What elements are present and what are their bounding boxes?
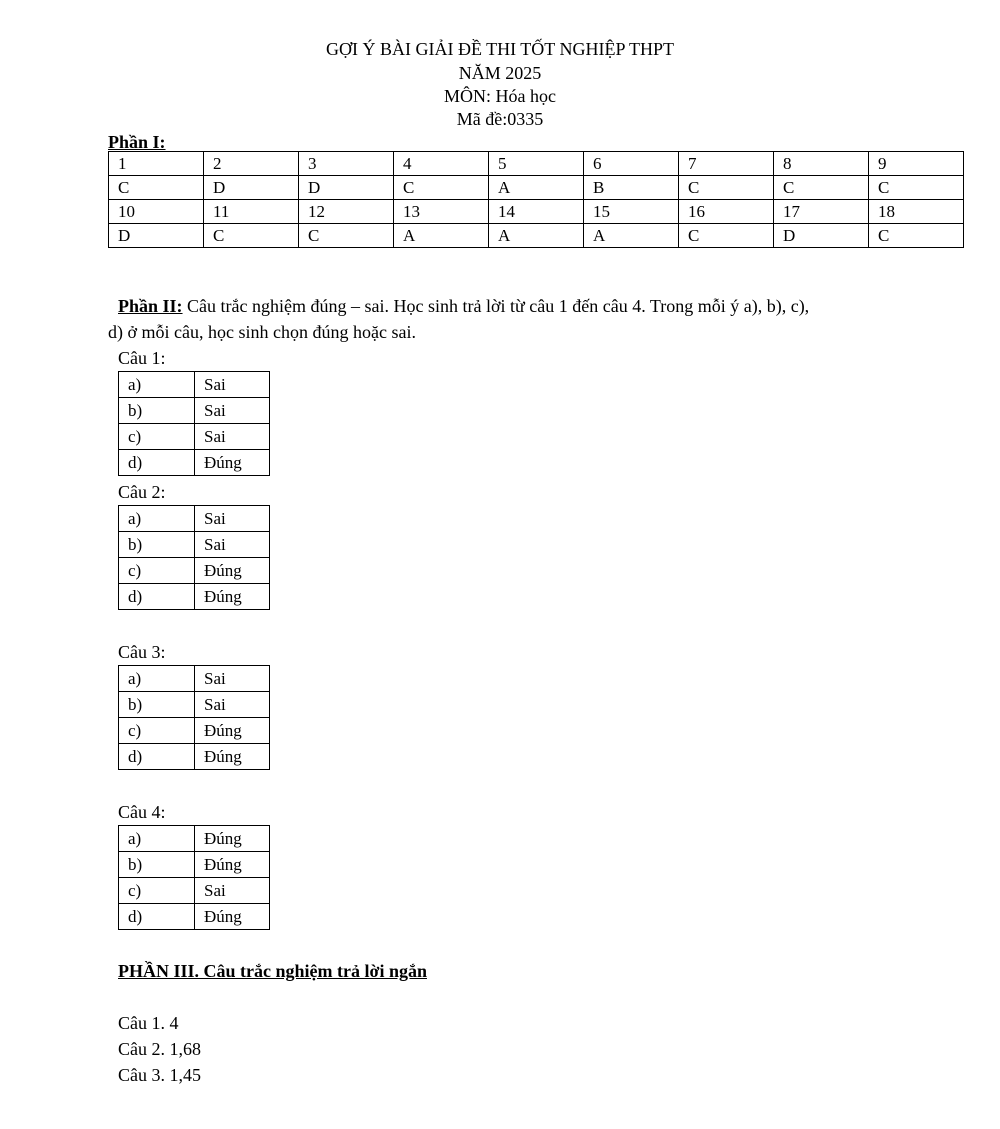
question-4-label: Câu 4: [118, 802, 166, 822]
option-answer: Sai [195, 424, 270, 450]
table-cell: 8 [774, 152, 869, 176]
table-cell: A [394, 224, 489, 248]
table-cell: C [869, 176, 964, 200]
doc-exam-code: Mã đề:0335 [456, 109, 544, 129]
table-row [119, 584, 270, 610]
option-answer: Sai [195, 506, 270, 532]
table-cell: 4 [394, 152, 489, 176]
part2-intro-line2: d) ở mỗi câu, học sinh chọn đúng hoặc sai. [108, 322, 416, 342]
question-2-table [118, 505, 270, 610]
doc-subject: MÔN: Hóa học [444, 86, 556, 106]
table-cell: D [204, 176, 299, 200]
table-cell: 3 [299, 152, 394, 176]
option-label: b) [119, 692, 195, 718]
table-row [119, 852, 270, 878]
option-label: c) [119, 718, 195, 744]
question-2-label: Câu 2: [118, 482, 166, 502]
doc-title-line1: GỢI Ý BÀI GIẢI ĐỀ THI TỐT NGHIỆP THPT [326, 39, 674, 59]
option-answer: Sai [195, 398, 270, 424]
table-cell: 10 [109, 200, 204, 224]
option-label: d) [119, 904, 195, 930]
table-cell: 14 [489, 200, 584, 224]
question-1-table [118, 371, 270, 476]
table-cell: C [774, 176, 869, 200]
table-cell: B [584, 176, 679, 200]
table-row [119, 666, 270, 692]
option-label: d) [119, 584, 195, 610]
question-4-table [118, 825, 270, 930]
table-cell: 11 [204, 200, 299, 224]
table-cell: C [679, 176, 774, 200]
option-answer: Sai [195, 532, 270, 558]
option-answer: Đúng [195, 450, 270, 476]
table-cell: 2 [204, 152, 299, 176]
table-row [119, 904, 270, 930]
part2-intro [118, 294, 809, 318]
table-row [109, 152, 964, 176]
option-label: b) [119, 532, 195, 558]
table-cell: A [489, 176, 584, 200]
table-row [119, 372, 270, 398]
option-label: c) [119, 878, 195, 904]
option-answer: Đúng [195, 584, 270, 610]
table-cell: 13 [394, 200, 489, 224]
table-cell: 9 [869, 152, 964, 176]
table-row [119, 826, 270, 852]
table-cell: D [299, 176, 394, 200]
table-cell: 17 [774, 200, 869, 224]
option-label: b) [119, 852, 195, 878]
table-row [109, 176, 964, 200]
table-cell: 6 [584, 152, 679, 176]
table-row [119, 692, 270, 718]
table-cell: C [869, 224, 964, 248]
option-label: a) [119, 666, 195, 692]
table-cell: A [584, 224, 679, 248]
table-cell: 18 [869, 200, 964, 224]
part2-title: Phần II: [118, 296, 183, 316]
option-answer: Đúng [195, 852, 270, 878]
table-row [119, 878, 270, 904]
part3-answer-1: Câu 1. 4 [118, 1013, 179, 1033]
question-1-label: Câu 1: [118, 348, 166, 368]
part3-title: PHẦN III. Câu trắc nghiệm trả lời ngắn [118, 961, 427, 981]
option-answer: Đúng [195, 744, 270, 770]
table-cell: C [679, 224, 774, 248]
table-cell: 1 [109, 152, 204, 176]
table-cell: D [109, 224, 204, 248]
option-answer: Sai [195, 372, 270, 398]
table-row [109, 200, 964, 224]
option-answer: Đúng [195, 558, 270, 584]
part3-answer-2: Câu 2. 1,68 [118, 1039, 201, 1059]
table-cell: A [489, 224, 584, 248]
table-row [119, 450, 270, 476]
table-row [119, 532, 270, 558]
table-cell: 15 [584, 200, 679, 224]
doc-title-year: NĂM 2025 [458, 63, 542, 83]
table-row [119, 744, 270, 770]
table-cell: C [109, 176, 204, 200]
option-answer: Sai [195, 692, 270, 718]
option-label: c) [119, 424, 195, 450]
option-label: a) [119, 506, 195, 532]
table-cell: 16 [679, 200, 774, 224]
question-3-label: Câu 3: [118, 642, 166, 662]
table-cell: C [394, 176, 489, 200]
table-cell: D [774, 224, 869, 248]
table-cell: 5 [489, 152, 584, 176]
option-label: a) [119, 372, 195, 398]
part2-intro-line1: Câu trắc nghiệm đúng – sai. Học sinh trả lời từ câu 1 đến câu 4. Trong mỗi ý a), b), c), [182, 296, 810, 316]
table-row [119, 506, 270, 532]
part3-answer-3: Câu 3. 1,45 [118, 1065, 201, 1085]
table-row [119, 718, 270, 744]
table-row [119, 424, 270, 450]
option-answer: Sai [195, 666, 270, 692]
table-row [109, 224, 964, 248]
option-label: c) [119, 558, 195, 584]
option-label: d) [119, 450, 195, 476]
table-row [119, 398, 270, 424]
part1-title: Phần I: [108, 132, 166, 152]
option-label: d) [119, 744, 195, 770]
option-answer: Đúng [195, 826, 270, 852]
table-row [119, 558, 270, 584]
option-label: a) [119, 826, 195, 852]
part1-answer-table [108, 151, 964, 248]
option-answer: Đúng [195, 904, 270, 930]
table-cell: C [299, 224, 394, 248]
question-3-table [118, 665, 270, 770]
option-answer: Đúng [195, 718, 270, 744]
table-cell: 12 [299, 200, 394, 224]
table-cell: C [204, 224, 299, 248]
option-answer: Sai [195, 878, 270, 904]
table-cell: 7 [679, 152, 774, 176]
option-label: b) [119, 398, 195, 424]
